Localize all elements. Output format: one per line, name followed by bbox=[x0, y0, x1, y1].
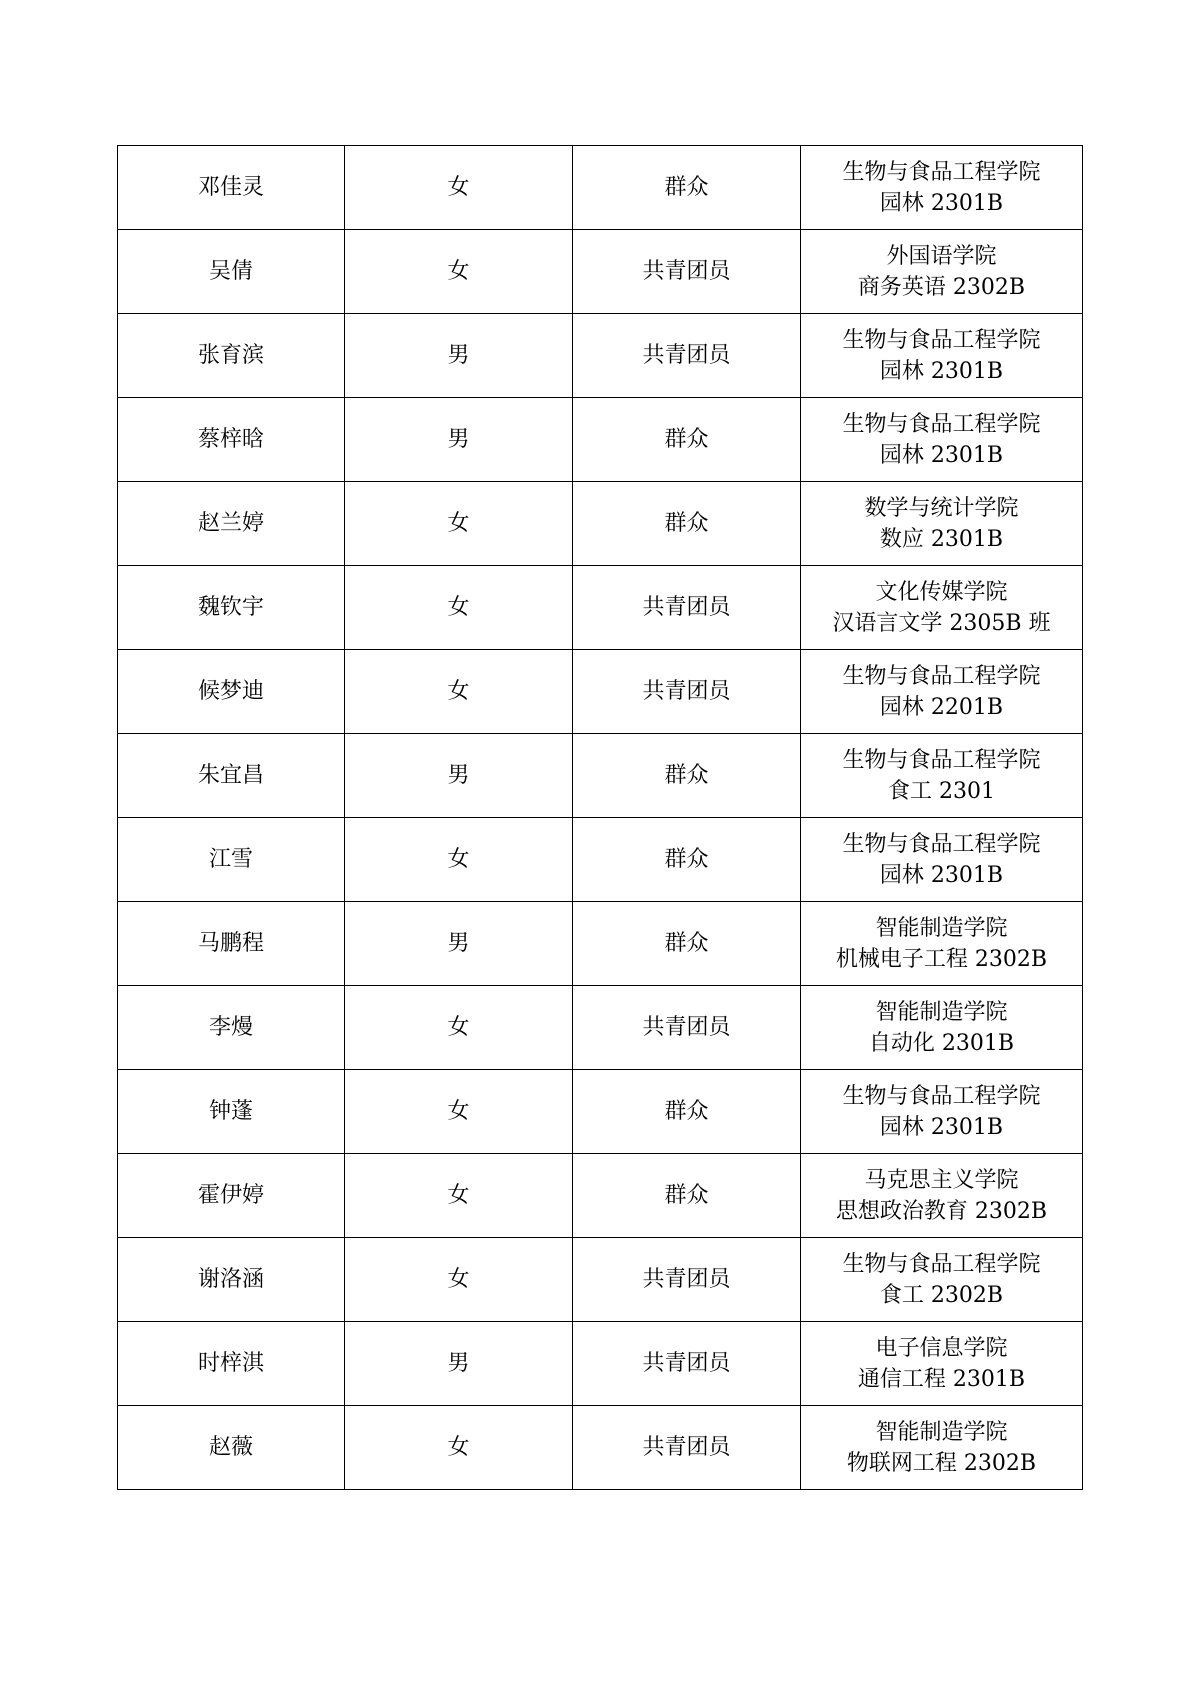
class-text: 园林 2301B bbox=[879, 442, 1004, 468]
name-cell: 朱宜昌 bbox=[118, 734, 345, 818]
table-row bbox=[118, 902, 1083, 986]
college-class-cell bbox=[801, 734, 1083, 818]
roster-body bbox=[118, 146, 1083, 1490]
political-status-cell: 共青团员 bbox=[573, 1406, 801, 1490]
table-row bbox=[118, 818, 1083, 902]
class-text: 食工 2301 bbox=[888, 778, 995, 804]
table-row bbox=[118, 1238, 1083, 1322]
table-row bbox=[118, 398, 1083, 482]
gender-cell: 女 bbox=[345, 1406, 573, 1490]
college-class-cell bbox=[801, 398, 1083, 482]
college-class-cell bbox=[801, 818, 1083, 902]
college-text: 智能制造学院 bbox=[875, 1419, 1008, 1445]
gender-cell: 男 bbox=[345, 902, 573, 986]
college-class-cell bbox=[801, 1322, 1083, 1406]
name-cell: 赵兰婷 bbox=[118, 482, 345, 566]
college-class-cell bbox=[801, 1238, 1083, 1322]
class-text: 商务英语 2302B bbox=[857, 274, 1026, 300]
college-text: 电子信息学院 bbox=[875, 1335, 1008, 1361]
class-text: 园林 2301B bbox=[879, 358, 1004, 384]
college-class-cell bbox=[801, 1070, 1083, 1154]
gender-cell: 男 bbox=[345, 1322, 573, 1406]
name-cell: 钟蓬 bbox=[118, 1070, 345, 1154]
gender-cell: 女 bbox=[345, 650, 573, 734]
class-text: 汉语言文学 2305B 班 bbox=[832, 610, 1051, 636]
college-class-cell bbox=[801, 986, 1083, 1070]
table-row bbox=[118, 1070, 1083, 1154]
college-class-cell bbox=[801, 230, 1083, 314]
college-class-cell bbox=[801, 902, 1083, 986]
name-cell: 时梓淇 bbox=[118, 1322, 345, 1406]
college-class-cell bbox=[801, 1406, 1083, 1490]
gender-cell: 女 bbox=[345, 482, 573, 566]
political-status-cell: 共青团员 bbox=[573, 986, 801, 1070]
name-cell: 吴倩 bbox=[118, 230, 345, 314]
name-cell: 谢洛涵 bbox=[118, 1238, 345, 1322]
college-text: 生物与食品工程学院 bbox=[842, 1251, 1041, 1277]
political-status-cell: 群众 bbox=[573, 482, 801, 566]
college-class-cell bbox=[801, 314, 1083, 398]
name-cell: 马鹏程 bbox=[118, 902, 345, 986]
name-cell: 魏钦宇 bbox=[118, 566, 345, 650]
name-cell: 邓佳灵 bbox=[118, 146, 345, 230]
political-status-cell: 群众 bbox=[573, 1070, 801, 1154]
college-text: 外国语学院 bbox=[886, 243, 997, 269]
name-cell: 江雪 bbox=[118, 818, 345, 902]
table-row bbox=[118, 230, 1083, 314]
college-class-cell bbox=[801, 146, 1083, 230]
college-text: 智能制造学院 bbox=[875, 999, 1008, 1025]
gender-cell: 女 bbox=[345, 1070, 573, 1154]
political-status-cell: 群众 bbox=[573, 818, 801, 902]
college-text: 生物与食品工程学院 bbox=[842, 831, 1041, 857]
political-status-cell: 共青团员 bbox=[573, 314, 801, 398]
gender-cell: 女 bbox=[345, 566, 573, 650]
political-status-cell: 共青团员 bbox=[573, 566, 801, 650]
class-text: 园林 2301B bbox=[879, 1114, 1004, 1140]
college-class-cell bbox=[801, 482, 1083, 566]
class-text: 园林 2301B bbox=[879, 190, 1004, 216]
table-row bbox=[118, 1322, 1083, 1406]
college-class-cell bbox=[801, 566, 1083, 650]
class-text: 机械电子工程 2302B bbox=[835, 946, 1048, 972]
name-cell: 蔡梓晗 bbox=[118, 398, 345, 482]
college-text: 生物与食品工程学院 bbox=[842, 327, 1041, 353]
gender-cell: 女 bbox=[345, 818, 573, 902]
name-cell: 李熳 bbox=[118, 986, 345, 1070]
gender-cell: 女 bbox=[345, 1154, 573, 1238]
gender-cell: 女 bbox=[345, 1238, 573, 1322]
table-row bbox=[118, 314, 1083, 398]
college-text: 生物与食品工程学院 bbox=[842, 663, 1041, 689]
gender-cell: 女 bbox=[345, 146, 573, 230]
class-text: 食工 2302B bbox=[879, 1282, 1004, 1308]
political-status-cell: 共青团员 bbox=[573, 1238, 801, 1322]
political-status-cell: 共青团员 bbox=[573, 230, 801, 314]
class-text: 园林 2201B bbox=[879, 694, 1004, 720]
class-text: 思想政治教育 2302B bbox=[835, 1198, 1048, 1224]
political-status-cell: 群众 bbox=[573, 146, 801, 230]
table-row bbox=[118, 650, 1083, 734]
political-status-cell: 共青团员 bbox=[573, 650, 801, 734]
gender-cell: 男 bbox=[345, 734, 573, 818]
gender-cell: 男 bbox=[345, 314, 573, 398]
college-text: 马克思主义学院 bbox=[864, 1167, 1019, 1193]
name-cell: 候梦迪 bbox=[118, 650, 345, 734]
gender-cell: 女 bbox=[345, 986, 573, 1070]
college-text: 生物与食品工程学院 bbox=[842, 1083, 1041, 1109]
name-cell: 张育滨 bbox=[118, 314, 345, 398]
class-text: 通信工程 2301B bbox=[857, 1366, 1026, 1392]
class-text: 物联网工程 2302B bbox=[846, 1450, 1037, 1476]
name-cell: 霍伊婷 bbox=[118, 1154, 345, 1238]
gender-cell: 男 bbox=[345, 398, 573, 482]
political-status-cell: 共青团员 bbox=[573, 1322, 801, 1406]
table-row bbox=[118, 1154, 1083, 1238]
political-status-cell: 群众 bbox=[573, 902, 801, 986]
table-row bbox=[118, 566, 1083, 650]
class-text: 自动化 2301B bbox=[868, 1030, 1015, 1056]
college-text: 生物与食品工程学院 bbox=[842, 747, 1041, 773]
college-text: 数学与统计学院 bbox=[864, 495, 1019, 521]
class-text: 数应 2301B bbox=[879, 526, 1004, 552]
college-text: 智能制造学院 bbox=[875, 915, 1008, 941]
class-text: 园林 2301B bbox=[879, 862, 1004, 888]
college-class-cell bbox=[801, 1154, 1083, 1238]
table-row bbox=[118, 482, 1083, 566]
political-status-cell: 群众 bbox=[573, 1154, 801, 1238]
table-row bbox=[118, 146, 1083, 230]
table-row bbox=[118, 1406, 1083, 1490]
table-row bbox=[118, 734, 1083, 818]
political-status-cell: 群众 bbox=[573, 734, 801, 818]
college-text: 生物与食品工程学院 bbox=[842, 159, 1041, 185]
name-cell: 赵薇 bbox=[118, 1406, 345, 1490]
political-status-cell: 群众 bbox=[573, 398, 801, 482]
college-class-cell bbox=[801, 650, 1083, 734]
college-text: 生物与食品工程学院 bbox=[842, 411, 1041, 437]
college-text: 文化传媒学院 bbox=[875, 579, 1008, 605]
roster-table bbox=[117, 145, 1083, 1490]
gender-cell: 女 bbox=[345, 230, 573, 314]
table-row bbox=[118, 986, 1083, 1070]
